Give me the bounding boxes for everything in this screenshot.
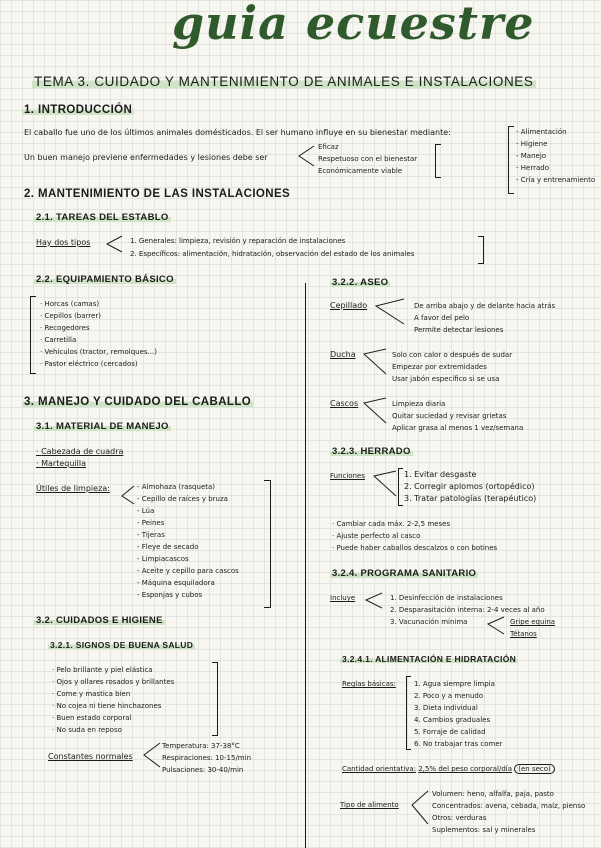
funciones-label: Funciones (330, 472, 365, 480)
arrow-icon (104, 234, 124, 254)
cascos-list (392, 398, 523, 434)
mant-heading: 2. MANTENIMIENTO DE LAS INSTALACIONES (24, 188, 291, 200)
reglas-label: Reglas básicas: (342, 680, 396, 688)
arrow-icon (360, 395, 388, 427)
list-item: · No suda en reposo (52, 724, 174, 736)
constante-item: Respiraciones: 10-15/min (162, 754, 252, 762)
brace (264, 480, 271, 608)
arrow-icon (370, 468, 398, 500)
list-item: - Fleye de secado (137, 541, 239, 553)
tipo-alimento-label: Tipo de alimento (340, 801, 399, 809)
arrow-icon (116, 478, 138, 608)
salud-list (52, 664, 174, 736)
tipo-item: Otros: verduras (432, 814, 487, 822)
list-item: - Peines (137, 517, 239, 529)
arrow-icon (408, 788, 430, 828)
brace (212, 662, 218, 736)
tareas-heading: 2.1. TAREAS DEL ESTABLO (36, 212, 169, 223)
list-item: - Tijeras (137, 529, 239, 541)
herrado-notas (332, 518, 497, 554)
cepillado-list (414, 300, 555, 336)
herrado-heading: 3.2.3. HERRADO (332, 446, 411, 457)
intro-line2: Un buen manejo previene enfermedades y lesiones debe ser (24, 153, 268, 162)
ducha-item: Solo con calor o después de sudar (392, 351, 513, 359)
tema-heading: TEMA 3. CUIDADO Y MANTENIMIENTO DE ANIMALES E INSTALACIONES (34, 74, 534, 89)
sanitario-item: 3. Vacunación mínima (390, 618, 468, 626)
list-item: · Come y mastica bien (52, 688, 174, 700)
regla-item: 4. Cambios graduales (414, 716, 491, 724)
vacuna-item: Gripe equina (510, 618, 556, 626)
sanitario-heading: 3.2.4. PROGRAMA SANITARIO (332, 568, 477, 579)
list-item: - Cepillo de raíces y bruza (137, 493, 239, 505)
list-item: · Pelo brillante y piel elástica (52, 664, 174, 676)
list-item: - Alimentación (516, 126, 595, 138)
funcion-item: 3. Tratar patologías (terapéutico) (404, 494, 537, 503)
cascos-label: Cascos (330, 399, 359, 408)
page-title: guia ecuestre (172, 0, 535, 50)
material-heading: 3.1. MATERIAL DE MANEJO (36, 421, 169, 432)
constante-item: Pulsaciones: 30-40/min (162, 766, 244, 774)
sanitario-item: 2. Desparasitación interna: 2-4 veces al año (390, 606, 545, 614)
list-item: - Higiene (516, 138, 595, 150)
equip-list (40, 298, 157, 370)
utiles-label: Útiles de limpieza: (36, 484, 110, 493)
arrow-icon (484, 614, 506, 638)
hay-dos-tipos: Hay dos tipos (36, 238, 91, 247)
intro-heading: 1. INTRODUCCIÓN (24, 104, 133, 116)
column-divider (305, 283, 306, 848)
list-item: - Manejo (516, 150, 595, 162)
constante-item: Temperatura: 37-38°C (162, 742, 240, 750)
manejo-attr: Respetuoso con el bienestar (318, 155, 418, 163)
brace (398, 468, 403, 506)
list-item: - Máquina esquiladora (137, 577, 239, 589)
list-item: · Ojos y ollares rosados y brillantes (52, 676, 174, 688)
list-item: - Aceite y cepillo para cascos (137, 565, 239, 577)
regla-item: 3. Dieta individual (414, 704, 478, 712)
list-item: · Horcas (camas) (40, 298, 157, 310)
list-item: · Cambiar cada máx. 2-2,5 meses (332, 518, 497, 530)
sanitario-item: 1. Desinfección de instalaciones (390, 594, 503, 602)
brace (478, 236, 484, 264)
funcion-item: 1. Evitar desgaste (404, 470, 477, 479)
brace (406, 676, 411, 750)
tipo-generales: 1. Generales: limpieza, revisión y reparación de instalaciones (130, 237, 346, 245)
list-item: · No cojea ni tiene hinchazones (52, 700, 174, 712)
salud-heading: 3.2.1. SIGNOS DE BUENA SALUD (50, 640, 194, 650)
regla-item: 6. No trabajar tras comer (414, 740, 503, 748)
list-item: · Pastor eléctrico (cercados) (40, 358, 157, 370)
ducha-item: Empezar por extremidades (392, 363, 487, 371)
cepillado-item: Permite detectar lesiones (414, 326, 504, 334)
list-item: - Herrado (516, 162, 595, 174)
manejo-attr: Económicamente viable (318, 167, 403, 175)
brace (30, 296, 36, 374)
cepillado-item: A favor del pelo (414, 314, 470, 322)
cascos-item: Quitar suciedad y revisar grietas (392, 412, 507, 420)
regla-item: 5. Forraje de calidad (414, 728, 486, 736)
alimentacion-heading: 3.2.4.1. ALIMENTACIÓN E HIDRATACIÓN (342, 654, 517, 664)
ducha-item: Usar jabón específico si se usa (392, 375, 500, 383)
brace (435, 144, 441, 178)
list-item: - Limpiacascos (137, 553, 239, 565)
list-item: · Ajuste perfecto al casco (332, 530, 497, 542)
cepillado-label: Cepillado (330, 301, 368, 310)
list-item: · Vehículos (tractor, remolques...) (40, 346, 157, 358)
cantidad-value: 2,5% del peso corporal/día (418, 765, 513, 773)
manejo-heading: 3. MANEJO Y CUIDADO DEL CABALLO (24, 396, 252, 408)
ducha-list (392, 349, 512, 385)
arrow-icon (360, 346, 388, 378)
vacuna-item: Tétanos (510, 630, 537, 638)
manejo-attr: Eficaz (318, 143, 339, 151)
list-item: · Buen estado corporal (52, 712, 174, 724)
list-item: · Puede haber caballos descalzos o con botines (332, 542, 497, 554)
list-item: · Recogedores (40, 322, 157, 334)
constantes-label: Constantes normales (48, 752, 133, 761)
constantes-values (162, 740, 251, 776)
tipo-item: Concentrados: avena, cebada, maíz, pienso (432, 802, 586, 810)
list-item: - Almohaza (rasqueta) (137, 481, 239, 493)
funciones-list (404, 469, 536, 505)
tipos-list (432, 788, 585, 836)
utiles-list (137, 481, 239, 601)
reglas-list (414, 678, 503, 750)
intro-line1: El caballo fue uno de los últimos animales domésticados. El ser humano influye en su bienestar mediante: (24, 128, 451, 137)
vacunas-list (510, 616, 555, 640)
regla-item: 2. Poco y a menudo (414, 692, 484, 700)
cascos-item: Limpieza diaria (392, 400, 446, 408)
arrow-icon (140, 740, 162, 770)
arrow-icon (372, 296, 406, 328)
arrow-icon (362, 590, 384, 612)
aseo-heading: 3.2.2. ASEO (332, 277, 389, 288)
list-item: · Cepillos (barrer) (40, 310, 157, 322)
cepillado-item: De arriba abajo y de delante hacia atrás (414, 302, 556, 310)
material-list (36, 446, 123, 470)
cantidad-circle: (en seco) (514, 764, 555, 774)
cantidad-label: Cantidad orientativa: (342, 765, 417, 773)
list-item: - Esponjas y cubos (137, 589, 239, 601)
tipo-especificos: 2. Específicos: alimentación, hidratación, observación del estado de los animales (130, 250, 415, 258)
arrow-icon (296, 144, 316, 168)
ducha-label: Ducha (330, 350, 356, 359)
cantidad-row (342, 765, 555, 773)
list-item: · Cabezada de cuadra (36, 446, 123, 458)
tipo-item: Volumen: heno, alfalfa, paja, pasto (432, 790, 554, 798)
regla-item: 1. Agua siempre limpia (414, 680, 495, 688)
funcion-item: 2. Corregir aplomos (ortopédico) (404, 482, 535, 491)
list-item: · Martequilla (36, 458, 123, 470)
bienestar-list (516, 126, 595, 186)
list-item: - Cría y entrenamiento (516, 174, 595, 186)
cuidados-heading: 3.2. CUIDADOS E HIGIENE (36, 615, 163, 626)
list-item: · Carretilla (40, 334, 157, 346)
incluye-label: Incluye (330, 594, 356, 602)
manejo-attributes (318, 141, 417, 177)
cascos-item: Aplicar grasa al menos 1 vez/semana (392, 424, 524, 432)
equip-heading: 2.2. EQUIPAMIENTO BÁSICO (36, 274, 174, 285)
list-item: - Lúa (137, 505, 239, 517)
brace (508, 126, 514, 194)
tipo-item: Suplementos: sal y minerales (432, 826, 536, 834)
